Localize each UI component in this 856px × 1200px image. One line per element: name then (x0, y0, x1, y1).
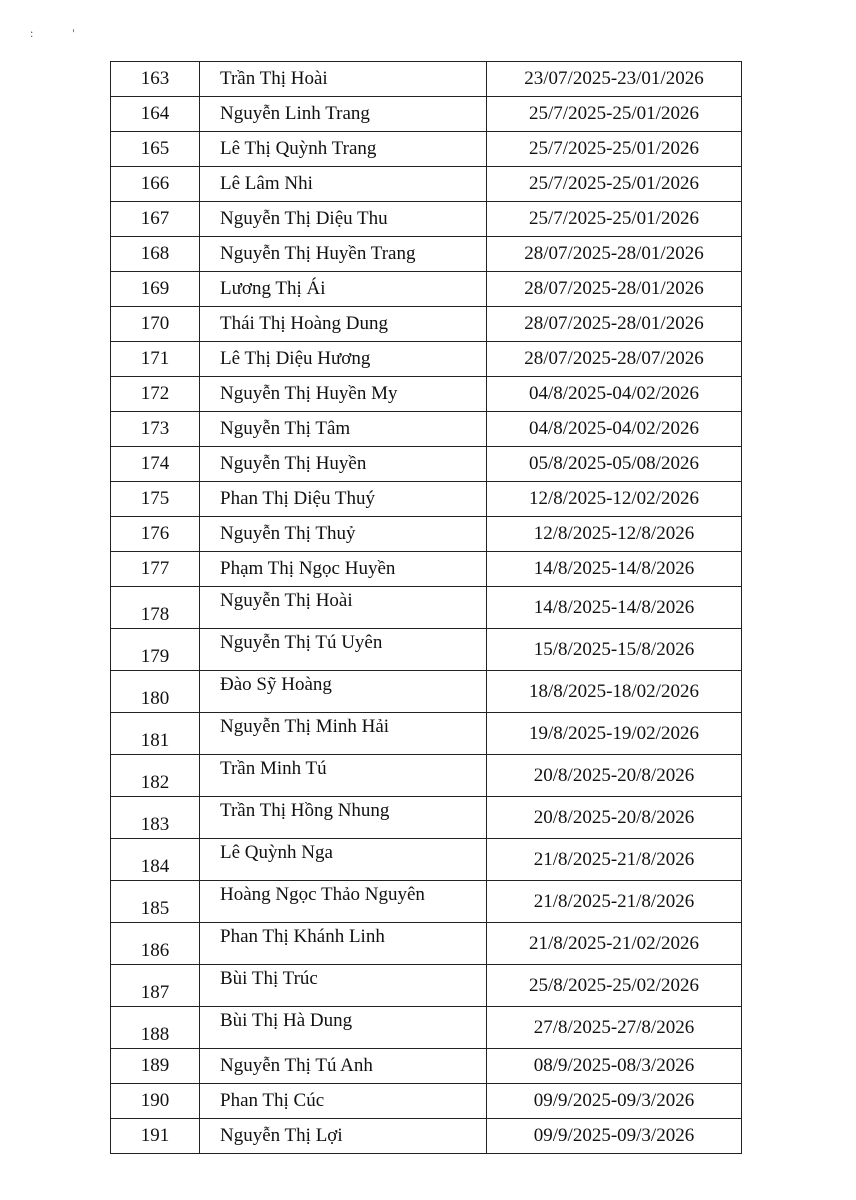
table-row (111, 587, 742, 629)
row-number: 165 (111, 132, 200, 167)
contract-period: 04/8/2025-04/02/2026 (487, 412, 742, 447)
row-number: 189 (111, 1049, 200, 1084)
row-number: 171 (111, 342, 200, 377)
table-row (111, 517, 742, 552)
row-number: 167 (111, 202, 200, 237)
contract-period: 15/8/2025-15/8/2026 (487, 629, 742, 671)
person-name: Hoàng Ngọc Thảo Nguyên (200, 881, 487, 923)
person-name: Nguyễn Thị Minh Hải (200, 713, 487, 755)
table-row (111, 713, 742, 755)
document-page (110, 61, 740, 1154)
contract-period: 05/8/2025-05/08/2026 (487, 447, 742, 482)
table-row (111, 62, 742, 97)
contract-period: 04/8/2025-04/02/2026 (487, 377, 742, 412)
row-number: 170 (111, 307, 200, 342)
row-number: 190 (111, 1084, 200, 1119)
scan-marks: : ' (30, 26, 93, 40)
row-number: 181 (111, 713, 200, 755)
table-row (111, 237, 742, 272)
contract-period: 25/8/2025-25/02/2026 (487, 965, 742, 1007)
row-number: 179 (111, 629, 200, 671)
table-row (111, 377, 742, 412)
contract-period: 25/7/2025-25/01/2026 (487, 167, 742, 202)
contract-period: 21/8/2025-21/8/2026 (487, 881, 742, 923)
table-row (111, 412, 742, 447)
person-name: Lương Thị Ái (200, 272, 487, 307)
contract-period: 20/8/2025-20/8/2026 (487, 797, 742, 839)
person-name: Nguyễn Thị Hoài (200, 587, 487, 629)
contract-period: 09/9/2025-09/3/2026 (487, 1119, 742, 1154)
staff-table (110, 61, 742, 1154)
person-name: Nguyễn Thị Tú Anh (200, 1049, 487, 1084)
contract-period: 28/07/2025-28/01/2026 (487, 237, 742, 272)
row-number: 172 (111, 377, 200, 412)
table-row (111, 1119, 742, 1154)
table-row (111, 552, 742, 587)
row-number: 168 (111, 237, 200, 272)
table-row (111, 272, 742, 307)
contract-period: 28/07/2025-28/07/2026 (487, 342, 742, 377)
person-name: Nguyễn Thị Huyền My (200, 377, 487, 412)
person-name: Nguyễn Thị Huyền (200, 447, 487, 482)
row-number: 186 (111, 923, 200, 965)
table-row (111, 797, 742, 839)
person-name: Phan Thị Cúc (200, 1084, 487, 1119)
contract-period: 09/9/2025-09/3/2026 (487, 1084, 742, 1119)
person-name: Nguyễn Thị Tú Uyên (200, 629, 487, 671)
contract-period: 28/07/2025-28/01/2026 (487, 272, 742, 307)
row-number: 183 (111, 797, 200, 839)
table-row (111, 671, 742, 713)
contract-period: 19/8/2025-19/02/2026 (487, 713, 742, 755)
person-name: Nguyễn Thị Diệu Thu (200, 202, 487, 237)
contract-period: 08/9/2025-08/3/2026 (487, 1049, 742, 1084)
row-number: 174 (111, 447, 200, 482)
row-number: 177 (111, 552, 200, 587)
table-row (111, 1084, 742, 1119)
person-name: Lê Quỳnh Nga (200, 839, 487, 881)
table-row (111, 97, 742, 132)
table-row (111, 167, 742, 202)
row-number: 182 (111, 755, 200, 797)
contract-period: 21/8/2025-21/8/2026 (487, 839, 742, 881)
person-name: Đào Sỹ Hoàng (200, 671, 487, 713)
person-name: Phan Thị Khánh Linh (200, 923, 487, 965)
table-row (111, 629, 742, 671)
contract-period: 21/8/2025-21/02/2026 (487, 923, 742, 965)
row-number: 175 (111, 482, 200, 517)
table-row (111, 1007, 742, 1049)
contract-period: 25/7/2025-25/01/2026 (487, 97, 742, 132)
row-number: 169 (111, 272, 200, 307)
row-number: 187 (111, 965, 200, 1007)
table-row (111, 132, 742, 167)
contract-period: 23/07/2025-23/01/2026 (487, 62, 742, 97)
row-number: 184 (111, 839, 200, 881)
contract-period: 14/8/2025-14/8/2026 (487, 587, 742, 629)
person-name: Phan Thị Diệu Thuý (200, 482, 487, 517)
row-number: 176 (111, 517, 200, 552)
person-name: Trần Thị Hồng Nhung (200, 797, 487, 839)
row-number: 185 (111, 881, 200, 923)
contract-period: 28/07/2025-28/01/2026 (487, 307, 742, 342)
contract-period: 20/8/2025-20/8/2026 (487, 755, 742, 797)
contract-period: 25/7/2025-25/01/2026 (487, 132, 742, 167)
row-number: 178 (111, 587, 200, 629)
contract-period: 25/7/2025-25/01/2026 (487, 202, 742, 237)
contract-period: 12/8/2025-12/02/2026 (487, 482, 742, 517)
person-name: Nguyễn Linh Trang (200, 97, 487, 132)
person-name: Trần Thị Hoài (200, 62, 487, 97)
person-name: Nguyễn Thị Huyền Trang (200, 237, 487, 272)
table-row (111, 482, 742, 517)
table-row (111, 202, 742, 237)
contract-period: 14/8/2025-14/8/2026 (487, 552, 742, 587)
table-row (111, 965, 742, 1007)
person-name: Bùi Thị Hà Dung (200, 1007, 487, 1049)
person-name: Bùi Thị Trúc (200, 965, 487, 1007)
table-row (111, 839, 742, 881)
table-row (111, 923, 742, 965)
table-row (111, 342, 742, 377)
person-name: Nguyễn Thị Tâm (200, 412, 487, 447)
contract-period: 12/8/2025-12/8/2026 (487, 517, 742, 552)
person-name: Lê Thị Quỳnh Trang (200, 132, 487, 167)
row-number: 188 (111, 1007, 200, 1049)
table-row (111, 755, 742, 797)
person-name: Lê Thị Diệu Hương (200, 342, 487, 377)
row-number: 173 (111, 412, 200, 447)
person-name: Thái Thị Hoàng Dung (200, 307, 487, 342)
contract-period: 27/8/2025-27/8/2026 (487, 1007, 742, 1049)
table-row (111, 1049, 742, 1084)
row-number: 163 (111, 62, 200, 97)
person-name: Trần Minh Tú (200, 755, 487, 797)
row-number: 166 (111, 167, 200, 202)
row-number: 180 (111, 671, 200, 713)
table-row (111, 447, 742, 482)
person-name: Nguyễn Thị Thuỷ (200, 517, 487, 552)
row-number: 191 (111, 1119, 200, 1154)
person-name: Lê Lâm Nhi (200, 167, 487, 202)
person-name: Phạm Thị Ngọc Huyền (200, 552, 487, 587)
contract-period: 18/8/2025-18/02/2026 (487, 671, 742, 713)
row-number: 164 (111, 97, 200, 132)
table-row (111, 881, 742, 923)
person-name: Nguyễn Thị Lợi (200, 1119, 487, 1154)
table-row (111, 307, 742, 342)
